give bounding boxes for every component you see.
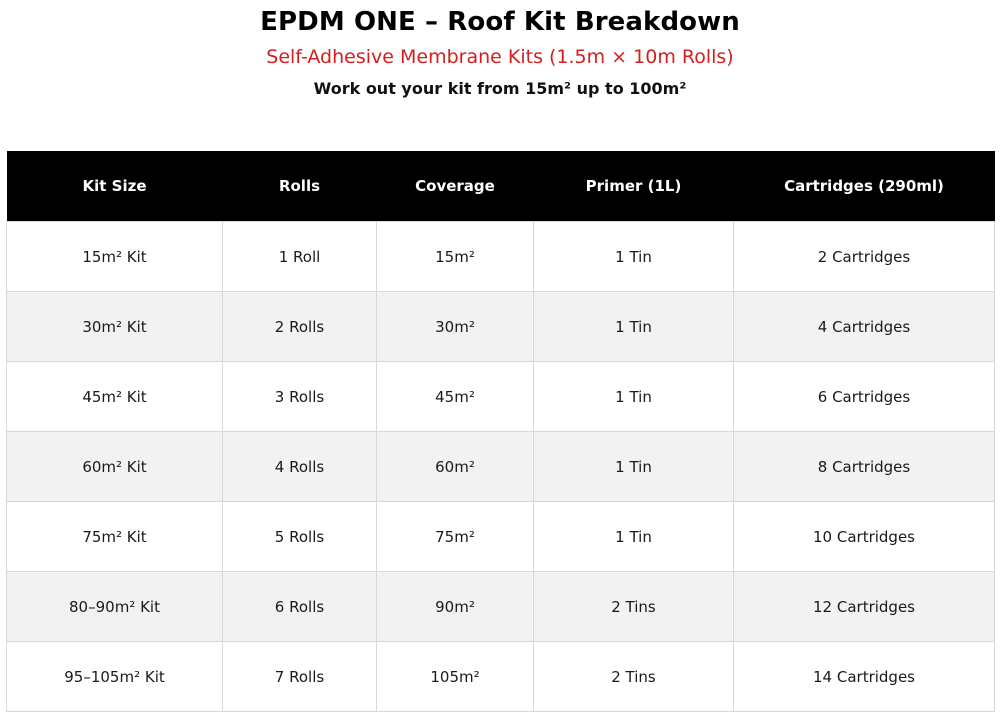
cell-coverage: 105m² [377,642,534,712]
cell-primer: 1 Tin [534,292,734,362]
kit-table-container [6,151,994,712]
column-header-primer: Primer (1L) [534,151,734,222]
cell-kit-size: 30m² Kit [7,292,223,362]
table-row [7,222,995,292]
cell-primer: 1 Tin [534,432,734,502]
cell-coverage: 30m² [377,292,534,362]
cell-cartridges: 4 Cartridges [734,292,995,362]
cell-cartridges: 6 Cartridges [734,362,995,432]
page-title: EPDM ONE – Roof Kit Breakdown [260,7,740,37]
cell-primer: 2 Tins [534,642,734,712]
cell-rolls: 4 Rolls [223,432,377,502]
table-header-row [7,151,995,222]
table-row [7,292,995,362]
column-header-rolls: Rolls [223,151,377,222]
cell-coverage: 90m² [377,572,534,642]
table-row [7,572,995,642]
cell-primer: 1 Tin [534,222,734,292]
cell-kit-size: 75m² Kit [7,502,223,572]
cell-cartridges: 8 Cartridges [734,432,995,502]
cell-kit-size: 45m² Kit [7,362,223,432]
column-header-cartridges: Cartridges (290ml) [734,151,995,222]
cell-rolls: 2 Rolls [223,292,377,362]
cell-kit-size: 60m² Kit [7,432,223,502]
cell-coverage: 45m² [377,362,534,432]
page-header [0,0,1000,99]
page-tagline: Work out your kit from 15m² up to 100m² [313,79,687,99]
table-body [7,222,995,712]
cell-kit-size: 95–105m² Kit [7,642,223,712]
cell-rolls: 1 Roll [223,222,377,292]
page-subtitle: Self-Adhesive Membrane Kits (1.5m × 10m Rolls) [266,45,734,68]
cell-rolls: 3 Rolls [223,362,377,432]
cell-rolls: 7 Rolls [223,642,377,712]
table-row [7,502,995,572]
cell-cartridges: 14 Cartridges [734,642,995,712]
kit-breakdown-table [6,151,995,712]
cell-cartridges: 10 Cartridges [734,502,995,572]
cell-coverage: 15m² [377,222,534,292]
cell-primer: 2 Tins [534,572,734,642]
cell-kit-size: 15m² Kit [7,222,223,292]
table-row [7,362,995,432]
cell-rolls: 5 Rolls [223,502,377,572]
table-header-row-group [7,151,995,222]
table-row [7,432,995,502]
cell-primer: 1 Tin [534,362,734,432]
cell-primer: 1 Tin [534,502,734,572]
cell-kit-size: 80–90m² Kit [7,572,223,642]
cell-coverage: 75m² [377,502,534,572]
column-header-coverage: Coverage [377,151,534,222]
column-header-kit-size: Kit Size [7,151,223,222]
cell-cartridges: 2 Cartridges [734,222,995,292]
cell-cartridges: 12 Cartridges [734,572,995,642]
cell-coverage: 60m² [377,432,534,502]
table-row [7,642,995,712]
cell-rolls: 6 Rolls [223,572,377,642]
